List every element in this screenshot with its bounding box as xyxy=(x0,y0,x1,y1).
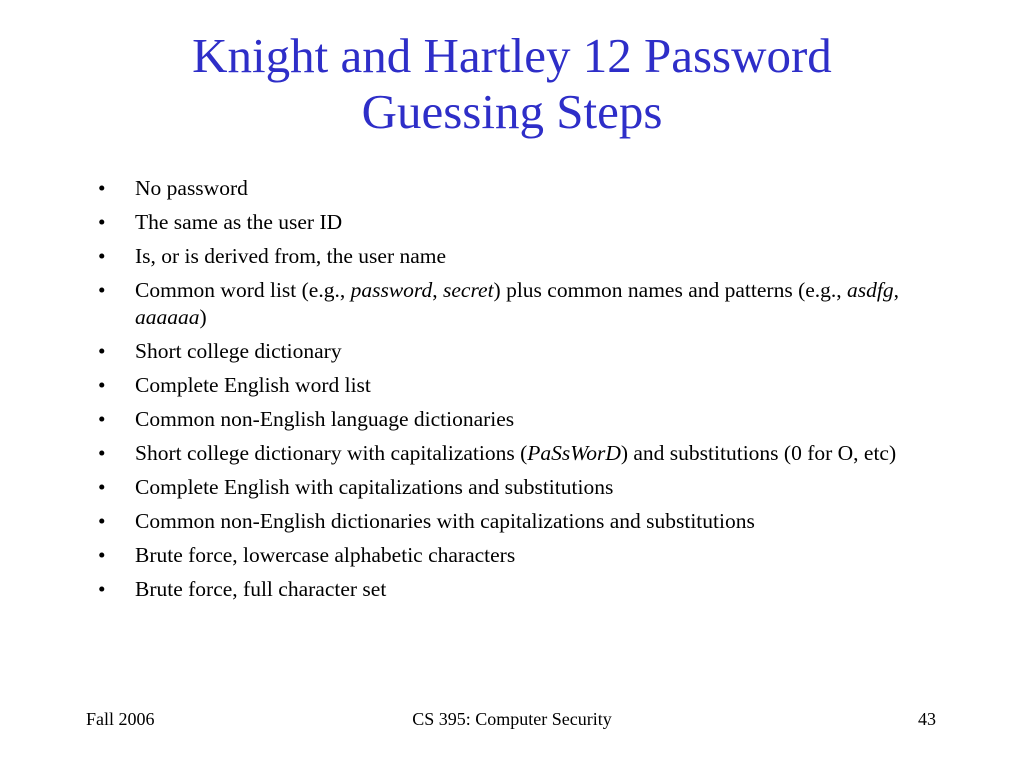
bullet-item xyxy=(98,175,948,202)
bullet-marker: • xyxy=(98,407,106,431)
bullet-text: Brute force, full character set xyxy=(135,577,387,601)
bullet-text: The same as the user ID xyxy=(135,210,343,234)
footer-course: CS 395: Computer Security xyxy=(412,709,612,729)
bullet-text: , xyxy=(432,278,443,302)
bullet-text-italic: PaSsWorD xyxy=(527,441,621,465)
bullet-text: , xyxy=(893,278,899,302)
bullet-item xyxy=(98,406,948,433)
bullet-list xyxy=(98,175,948,610)
bullet-item xyxy=(98,372,948,399)
bullet-marker: • xyxy=(98,339,106,363)
bullet-text: Common non-English dictionaries with capitalizations and substitutions xyxy=(135,509,755,533)
bullet-marker: • xyxy=(98,373,106,397)
bullet-item xyxy=(98,209,948,236)
bullet-marker: • xyxy=(98,577,106,601)
bullet-marker: • xyxy=(98,278,106,302)
bullet-text: ) xyxy=(199,305,207,329)
bullet-text-italic: secret xyxy=(443,278,494,302)
bullet-text: Short college dictionary with capitalizations ( xyxy=(135,441,528,465)
bullet-text-italic: aaaaaa xyxy=(135,305,200,329)
bullet-marker: • xyxy=(98,210,106,234)
slide-title xyxy=(60,28,964,140)
bullet-item xyxy=(98,277,948,331)
bullet-marker: • xyxy=(98,441,106,465)
bullet-text: Short college dictionary xyxy=(135,339,342,363)
bullet-item xyxy=(98,508,948,535)
bullet-text: Is, or is derived from, the user name xyxy=(135,244,447,268)
bullet-text: No password xyxy=(135,176,248,200)
bullet-item xyxy=(98,542,948,569)
bullet-text-italic: asdfg xyxy=(847,278,894,302)
bullet-marker: • xyxy=(98,244,106,268)
bullet-marker: • xyxy=(98,543,106,567)
bullet-item xyxy=(98,440,948,467)
bullet-marker: • xyxy=(98,509,106,533)
bullet-text: ) plus common names and patterns (e.g., xyxy=(493,278,848,302)
bullet-marker: • xyxy=(98,475,106,499)
bullet-text: Common word list (e.g., xyxy=(135,278,351,302)
slide-title-line-2: Guessing Steps xyxy=(361,84,663,139)
bullet-text: Common non-English language dictionaries xyxy=(135,407,515,431)
bullet-item xyxy=(98,576,948,603)
footer-date: Fall 2006 xyxy=(86,709,155,729)
bullet-item xyxy=(98,338,948,365)
bullet-text: Brute force, lowercase alphabetic characters xyxy=(135,543,516,567)
bullet-text-italic: password xyxy=(350,278,433,302)
footer-slide-number: 43 xyxy=(918,709,936,729)
bullet-text: Complete English with capitalizations and substitutions xyxy=(135,475,614,499)
bullet-item xyxy=(98,474,948,501)
bullet-text: ) and substitutions (0 for O, etc) xyxy=(620,441,897,465)
slide-title-line-1: Knight and Hartley 12 Password xyxy=(192,28,832,83)
bullet-text: Complete English word list xyxy=(135,373,371,397)
bullet-marker: • xyxy=(98,176,106,200)
bullet-item xyxy=(98,243,948,270)
